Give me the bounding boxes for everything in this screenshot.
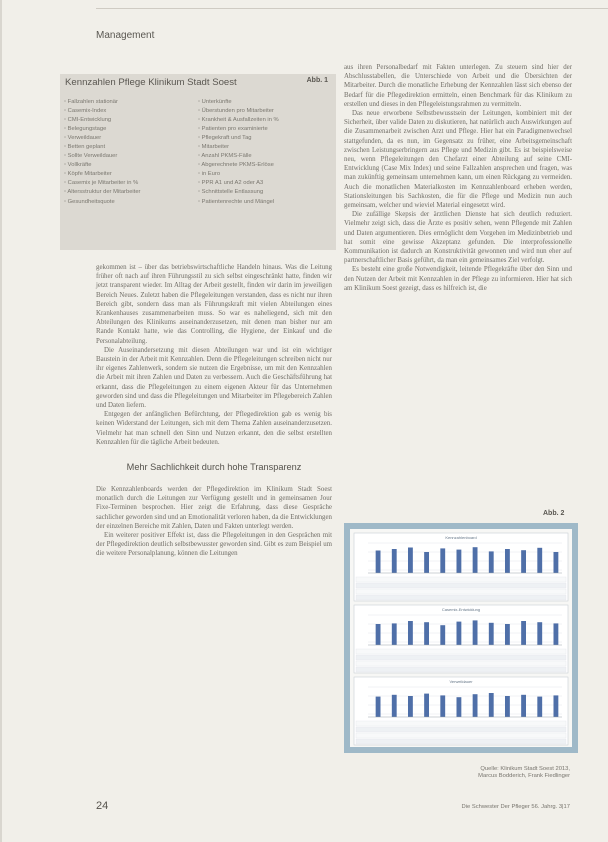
panel-bar — [473, 547, 478, 573]
header-rule — [96, 8, 608, 9]
kennzahl-item: ▫ Pflegekraft und Tag — [198, 134, 334, 143]
panel-bar — [473, 694, 478, 717]
panel-bar — [376, 697, 381, 717]
panel-bar — [553, 552, 558, 573]
panel-bar — [521, 550, 526, 573]
kennzahl-item: ▫ Betten geplant — [64, 143, 192, 152]
panel-bar — [553, 695, 558, 717]
panel-bar — [456, 697, 461, 717]
panel-bar — [489, 551, 494, 573]
kennzahl-item: ▫ Gesundheitsquote — [64, 198, 192, 207]
panel-table-row — [356, 739, 566, 744]
body-paragraph: Entgegen der anfänglichen Befürchtung, der Pflegedirektion gab es wenig bis keinen Widerstand der Leitungen, sich mit dem Thema Zahlen auseinanderzusetzen. Vielmehr hat man schnell den Sinn und Nutzen erkannt, den die selbst erstellten Kennzahlen für die tägliche Arbeit bedeuten. — [96, 411, 332, 446]
panel-table-row — [356, 667, 566, 672]
kennzahl-item: ▫ Mitarbeiter — [198, 143, 334, 152]
subheading: Mehr Sachlichkeit durch hohe Transparenz — [126, 462, 302, 473]
kennzahl-item: ▫ Anzahl PKMS-Fälle — [198, 152, 334, 161]
panel-bar — [505, 624, 510, 645]
text-column-left — [96, 263, 332, 559]
panel-bar — [408, 621, 413, 645]
panel-bar — [473, 620, 478, 645]
caption-line-1: Quelle: Klinikum Stadt Soest 2013, — [480, 766, 570, 772]
panel-bar — [537, 548, 542, 573]
kennzahlen-box — [60, 74, 336, 250]
panel-bar — [489, 623, 494, 645]
body-paragraph: Das neue erworbene Selbstbewusstsein der Leitungen, kombiniert mit der Sicherheit, über valide Daten zu diskutieren, hat natürlich auch Auswirkungen auf die Zusammenarbeit zwischen Arzt und Pflege. Hier hat ein Paradigmenwechsel stattgefunden, da es nun, im Gegensatz zu früher, eine Arbeitsgemeinschaft zwischen Leistungserbringern aus Pflege und Medizin gibt. Es ist beispielsweise neu, wenn Pflegeleitungen den Chefarzt einer Abteilung auf seine CMI-Entwicklung (Case Mix Index) und seine Fallzahlen ansprechen und fragen, was man zukünftig gemeinsam unternehmen kann, um einen Rückgang zu vermeiden. Auch die monatlichen Materialkosten im Kennzahlenboard erheben werden, Stationsleitungen bis Sachkosten, die für die Pflege und Medizin nun auch gemeinsam, welcher und wieviel Material eingesetzt wird. — [344, 110, 572, 210]
panel-bar — [376, 624, 381, 645]
panel-bar — [537, 697, 542, 717]
caption-line-2: Marcus Bodderich, Frank Fiedlinger — [478, 773, 570, 779]
panel-bar — [392, 695, 397, 717]
text-column-right — [344, 63, 572, 293]
kennzahl-item: ▫ in Euro — [198, 170, 334, 179]
kennzahl-item: ▫ Casemix je Mitarbeiter in % — [64, 179, 192, 188]
kennzahl-item: ▫ Schnittstelle Entlassung — [198, 188, 334, 197]
kennzahl-item: ▫ CMI-Entwicklung — [64, 116, 192, 125]
panel-table-row — [356, 649, 566, 654]
body-paragraph: Die zufällige Skepsis der ärztlichen Dienste hat sich deutlich reduziert. Vielmehr zeigt sich, dass die Ärzte es positiv sehen, wenn Pflegende mit Zahlen und Daten argumentieren. Dies ermöglicht dem Vorgehen im Medizinbetrieb und hat somit eine gewisse Akzeptanz gefunden. Die interprofessionelle Kommunikation ist dadurch an Konstruktivität gewonnen und wird nun eher auf partnerschaftlicher Basis geführt, da man ein gemeinsames Ziel verfolgt. — [344, 211, 572, 265]
kennzahlen-figure — [344, 523, 578, 753]
panel-table-row — [356, 655, 566, 660]
panel-bar — [392, 549, 397, 573]
panel-bar — [424, 622, 429, 645]
kennzahl-item: ▫ PPR A1 und A2 oder A3 — [198, 179, 334, 188]
kennzahl-item: ▫ Unterkünfte — [198, 98, 334, 107]
figure-label: Abb. 2 — [543, 510, 565, 517]
panel-table-row — [356, 733, 566, 738]
panel-bar — [440, 695, 445, 717]
panel-table-row — [356, 661, 566, 666]
body-paragraph: Ein weiterer positiver Effekt ist, dass die Pflegeleitungen in den Gesprächen mit der Pflegedirektion deutlich selbstbewusster geworden sind. Gibt es zum Beispiel um die weitere Personalplanung, können die Leitungen — [96, 532, 332, 558]
kennzahl-item: ▫ Köpfe Mitarbeiter — [64, 170, 192, 179]
panel-bar — [440, 548, 445, 573]
box-title: Kennzahlen Pflege Klinikum Stadt Soest — [65, 77, 237, 88]
right-paragraphs — [344, 63, 572, 293]
panel-bar — [376, 551, 381, 574]
kennzahl-item: ▫ Fallzahlen stationär — [64, 98, 192, 107]
panel-bar — [505, 696, 510, 717]
journal-footer: Die Schwester Der Pfleger 56. Jahrg. 3|17 — [461, 804, 570, 810]
panel-bar — [424, 694, 429, 717]
kennzahl-item: ▫ Vollkräfte — [64, 161, 192, 170]
kennzahlen-list-right — [198, 98, 334, 207]
figure-caption — [400, 766, 570, 780]
box-figure-label: Abb. 1 — [306, 77, 328, 84]
kennzahl-item: ▫ Belegungstage — [64, 125, 192, 134]
panel-bar — [521, 621, 526, 645]
kennzahl-item: ▫ Krankheit & Ausfallzeiten in % — [198, 116, 334, 125]
left-paragraphs — [96, 263, 332, 447]
panel-bar — [489, 693, 494, 717]
panel-title: Verweildauer — [449, 679, 473, 684]
page-edge — [0, 0, 2, 842]
panel-bar — [440, 625, 445, 645]
panel-bar — [537, 622, 542, 645]
figure-svg — [344, 523, 578, 753]
panel-bar — [505, 549, 510, 573]
kennzahl-item: ▫ Patientenrechte und Mängel — [198, 198, 334, 207]
left-paragraphs-2 — [96, 485, 332, 559]
kennzahl-item: ▫ Sollte Verweildauer — [64, 152, 192, 161]
panel-bar — [521, 695, 526, 717]
body-paragraph: aus ihren Personalbedarf mit Fakten unterlegen. Zu steuern sind hier der Abschlusstabellen, die Unterschiede von Arbeit und die Übersichten der Mitarbeiter. Durch die monatliche Erhebung der Kennzahlen lässt sich ebenso der Bedarf für die Pflegedirektion ermitteln, einen Benchmark für das Klinikum zu erstellen und dieses in den Pflegeleistungsrahmen zu vermitteln. — [344, 64, 572, 108]
body-paragraph: gekommen ist – über das betriebswirtschaftliche Handeln hinaus. Was die Leitung früher oft nach auf ihren Führungsstil zu sich selbst eingeschränkt hatte, finden wir jetzt transparent wieder. Im Alltag der Arbeit gestellt, finden wir darin im jeweiligen Bereich Neues. Zuletzt haben die Pflegeleitungen verstanden, dass es nicht nur ihren Bereich gibt, sondern dass man als Führungskraft mit vielen Abteilungen eines Krankenhauses zusammenarbeiten muss. So war es naheliegend, sich mit den Abteilungen des Klinikums auseinanderzusetzen, mit denen man bisher nur am Rande Kontakt hatte, wie das Controlling, die Hygiene, der Einkauf und die Personalabteilung. — [96, 264, 332, 345]
panel-bar — [456, 622, 461, 645]
panel-bar — [553, 623, 558, 645]
kennzahl-item: ▫ Überstunden pro Mitarbeiter — [198, 107, 334, 116]
panel-bar — [424, 552, 429, 573]
page-number: 24 — [96, 800, 109, 812]
panel-table-row — [356, 721, 566, 726]
panel-title: Kennzahlenboard — [445, 535, 477, 540]
panel-table-row — [356, 589, 566, 594]
kennzahlen-list-left — [64, 98, 192, 207]
kennzahl-item: ▫ Casemix-Index — [64, 107, 192, 116]
kennzahl-item: ▫ Altersstruktur der Mitarbeiter — [64, 188, 192, 197]
kennzahl-item: ▫ Abgerechnete PKMS-Erlöse — [198, 161, 334, 170]
panel-table-row — [356, 577, 566, 582]
panel-bar — [408, 696, 413, 717]
panel-bar — [456, 550, 461, 573]
section-label: Management — [96, 30, 155, 41]
body-paragraph: Die Auseinandersetzung mit diesen Abteilungen war und ist ein wichtiger Baustein in der Arbeit mit Kennzahlen. Denn die Pflegeleitungen schreiben nicht nur ihr eigenes Zahlenwerk, sondern sie nutzen die Ergebnisse, um mit den Kennzahlen die Arbeit mit ihren Zahlen und Daten zu verbessern. Auch die Geschäftsführung hat erkannt, dass die Pflegeleitungen zu einem eigenen Akteur für das Unternehmen geworden sind und dass die Pflegeleitungen und Mitarbeiter im Pflegebereich Zahlen und Daten liefern. — [96, 346, 332, 410]
kennzahl-item: ▫ Verweildauer — [64, 134, 192, 143]
panel-title: Casemix-Entwicklung — [441, 607, 481, 612]
body-paragraph: Es besteht eine große Notwendigkeit, leitende Pflegekräfte über den Sinn und den Nutzen der Arbeit mit Kennzahlen in der Pflege zu informieren. Hier hat sich am Klinikum Soest gezeigt, dass es hilfreich ist, die — [344, 266, 572, 292]
panel-bar — [408, 548, 413, 574]
panel-table-row — [356, 583, 566, 588]
panel-table-row — [356, 595, 566, 600]
panel-table-row — [356, 727, 566, 732]
body-paragraph: Die Kennzahlenboards werden der Pflegedirektion im Klinikum Stadt Soest monatlich durch die Leitungen zur Verfügung gestellt und in gemeinsamen Jour Fixe-Terminen besprochen. Hier zeigt die Erfahrung, dass diese Gespräche sachlicher geworden sind und an Emotionalität verloren haben, da die Entwicklungen der einzelnen Bereiche mit Zahlen, Daten und Fakten unterlegt werden. — [96, 486, 332, 530]
panel-bar — [392, 623, 397, 645]
kennzahl-item: ▫ Patienten pro examinierte — [198, 125, 334, 134]
